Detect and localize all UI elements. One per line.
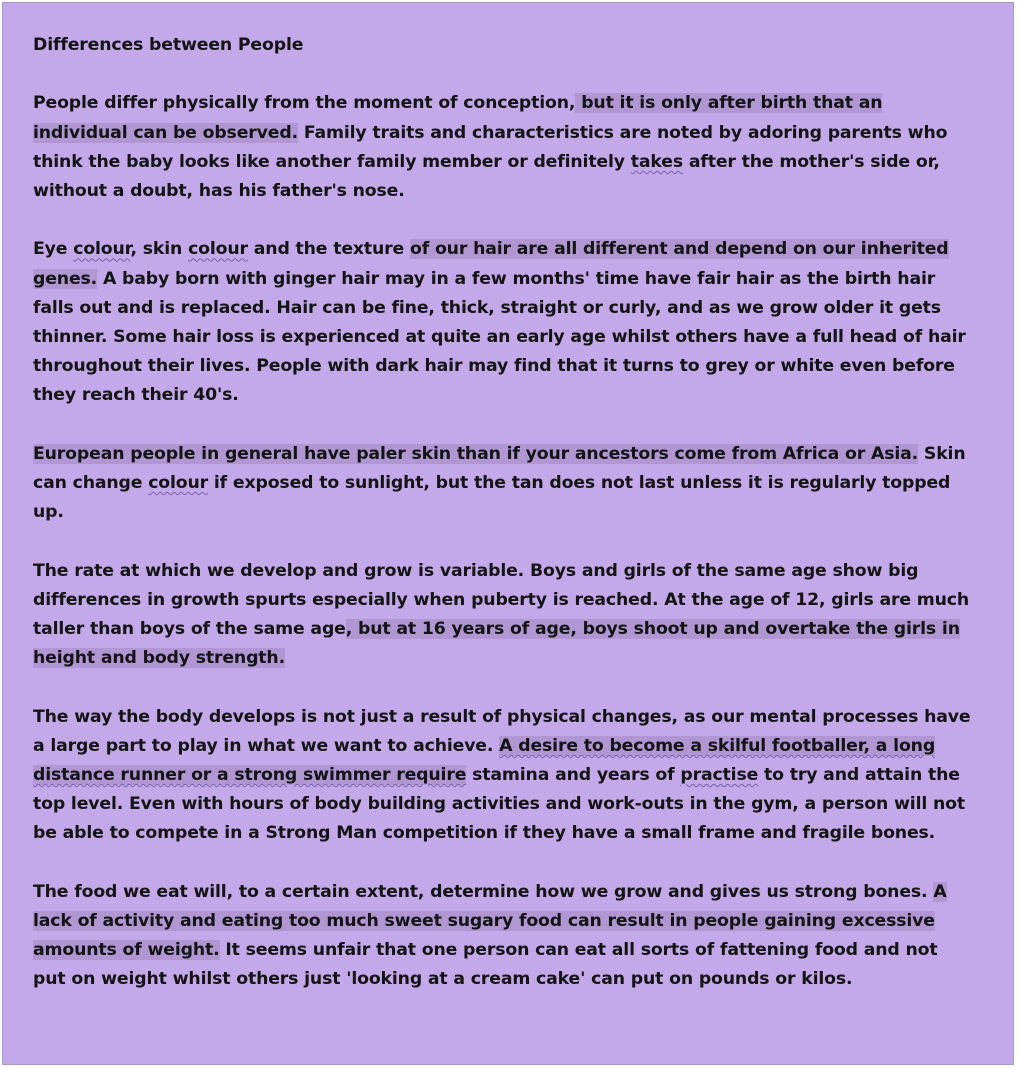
paragraph-2-text-c: , skin bbox=[130, 239, 189, 260]
paragraph-5-text-c: stamina and years of bbox=[466, 765, 681, 785]
paragraph-1-text-e: after the mother's side or, without a doubt, has his father's nose. bbox=[33, 151, 940, 201]
paragraph-1 bbox=[33, 89, 973, 206]
paragraph-3-text-b: Skin can change bbox=[33, 443, 966, 493]
paragraph-6 bbox=[33, 878, 973, 995]
spelling-flag-takes[interactable]: takes bbox=[630, 151, 683, 172]
paragraph-6-highlight: A lack of activity and eating too much sweet sugary food can result in people gaining excessive amounts of weight. bbox=[33, 881, 947, 961]
document-body bbox=[33, 31, 973, 995]
document-title: Differences between People bbox=[33, 35, 304, 55]
paragraph-2-highlight: of our hair are all different and depend on our inherited genes. bbox=[33, 239, 949, 289]
spelling-flag-colour-2[interactable]: colour bbox=[188, 239, 248, 260]
paragraph-5 bbox=[33, 703, 973, 849]
paragraph-5-text-f: Even with hours of body building activities and work-outs in the gym, a person will not be able to compete in a Strong Man competition if they have a small frame and fragile bones. bbox=[33, 794, 965, 844]
document-page bbox=[2, 2, 1014, 1065]
paragraph-1-highlight: but it is only after birth that an individual can be observed. bbox=[33, 93, 883, 143]
paragraph-2 bbox=[33, 235, 973, 410]
paragraph-5-highlight-flagged[interactable]: A desire to become a skilful footballer, a long distance runner or a strong swimmer require bbox=[33, 735, 936, 785]
paragraph-5-text-e: to try and attain the top level. bbox=[33, 765, 960, 815]
paragraph-6-text-a: The food we eat will, to a certain extent, determine how we grow and gives us strong bones. bbox=[33, 881, 934, 902]
spelling-flag-practise[interactable]: practise bbox=[680, 765, 759, 785]
paragraph-4-text-a: The rate at which we develop and grow is variable. Boys and girls of the same age show big differences in growth spurts especially when puberty is reached. At the age of 12, girls are much taller than boys of the same age bbox=[33, 560, 970, 639]
paragraph-3-text-d: if exposed to sunlight, but the tan does not last unless it is regularly topped up. bbox=[33, 473, 951, 523]
paragraph-3-highlight: European people in general have paler skin than if your ancestors come from Africa or Asia. bbox=[33, 443, 919, 464]
paragraph-2-text-g: A baby born with ginger hair may in a few months' time have fair hair as the birth hair falls out and is replaced. Hair can be fine, thick, straight or curly, and as we grow older it gets thinner. Some hair loss is experienced at quite an early age whilst others have a full head of hair throughout their lives. People with dark hair may find that it turns to grey or white even before they reach their 40's. bbox=[33, 268, 966, 406]
spelling-flag-colour-1[interactable]: colour bbox=[73, 239, 131, 260]
paragraph-3 bbox=[33, 440, 973, 528]
paragraph-4 bbox=[33, 557, 973, 674]
paragraph-2-text-a: Eye bbox=[33, 239, 74, 260]
paragraph-2-text-e: and the texture bbox=[247, 239, 410, 260]
paragraph-5-text-a: The way the body develops is not just a result of physical changes, as our mental processes have a large part to play in what we want to achieve. bbox=[33, 706, 971, 756]
paragraph-1-text-a: People differ physically from the moment of conception, bbox=[33, 93, 576, 114]
paragraph-4-highlight: , but at 16 years of age, boys shoot up and overtake the girls in height and body strength. bbox=[33, 619, 960, 669]
spelling-flag-colour-3[interactable]: colour bbox=[148, 473, 209, 493]
paragraph-1-text-c: Family traits and characteristics are noted by adoring parents who think the baby looks like another family member or definitely bbox=[33, 122, 948, 172]
paragraph-6-text-c: It seems unfair that one person can eat all sorts of fattening food and not put on weight whilst others just 'looking at a cream cake' can put on pounds or kilos. bbox=[33, 940, 938, 990]
